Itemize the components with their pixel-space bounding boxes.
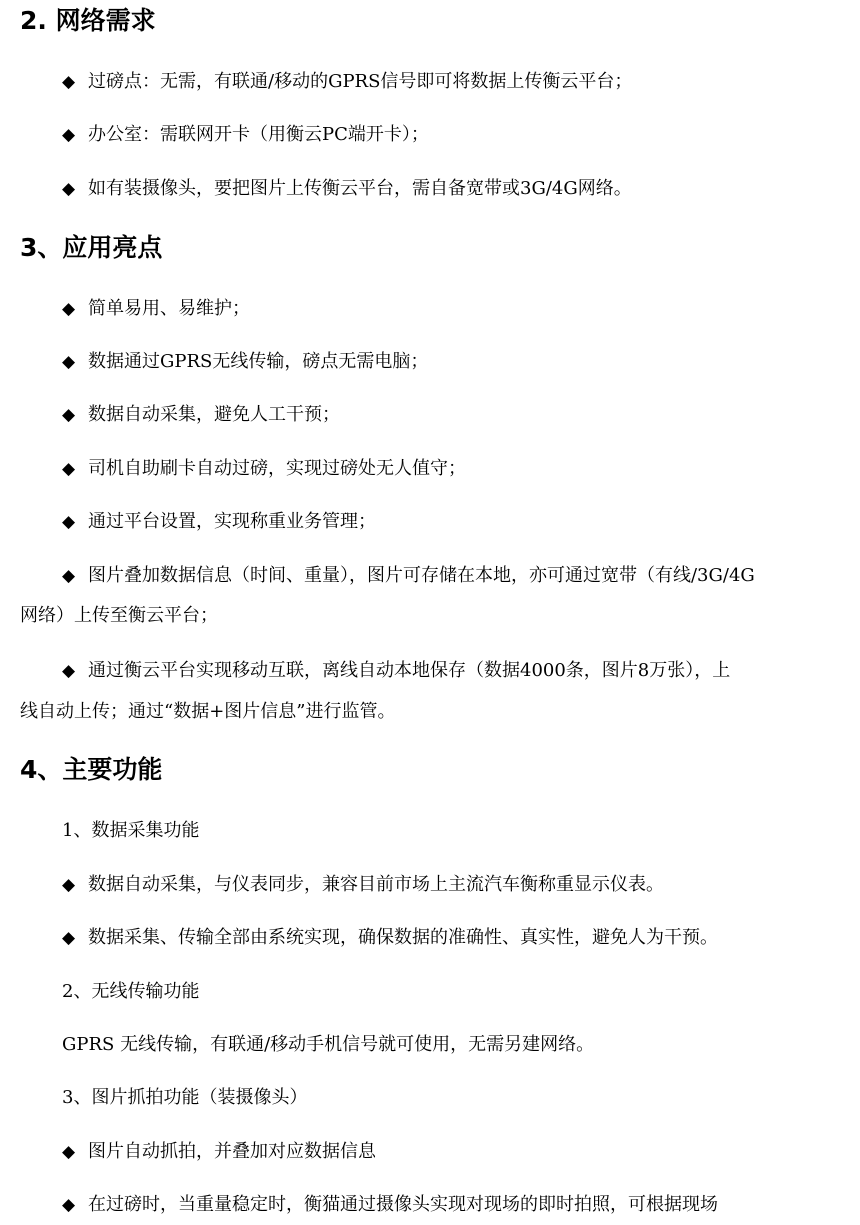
section-highlights-title: 3、应用亮点 bbox=[20, 233, 163, 262]
list-item: ◆ 简单易用、易维护； bbox=[62, 297, 250, 321]
list-item: ◆ 如有装摄像头，要把图片上传衡云平台，需自备宽带或3G/4G网络。 bbox=[62, 177, 632, 201]
paragraph-line: 网络）上传至衡云平台； bbox=[20, 605, 218, 626]
list-item: ◆ 在过磅时，当重量稳定时，衡猫通过摄像头实现对现场的即时拍照，可根据现场 bbox=[62, 1193, 718, 1217]
list-item: ◆ 数据通过GPRS无线传输，磅点无需电脑； bbox=[62, 350, 428, 374]
section-network-title: 2. 网络需求 bbox=[20, 6, 156, 35]
subheading: 1、数据采集功能 bbox=[62, 820, 200, 841]
list-item: ◆ 图片自动抓拍，并叠加对应数据信息 bbox=[62, 1140, 376, 1164]
list-item: ◆ 数据自动采集，避免人工干预； bbox=[62, 403, 340, 427]
list-item: ◆ 办公室：需联网开卡（用衡云PC端开卡）； bbox=[62, 123, 429, 147]
paragraph-line: ◆ 图片叠加数据信息（时间、重量），图片可存储在本地，亦可通过宽带（有线/3G/4G bbox=[62, 564, 755, 588]
list-item: ◆ 通过平台设置，实现称重业务管理； bbox=[62, 510, 376, 534]
list-item: ◆ 过磅点：无需，有联通/移动的GPRS信号即可将数据上传衡云平台； bbox=[62, 70, 632, 94]
list-item: ◆ 司机自助刷卡自动过磅，实现过磅处无人值守； bbox=[62, 457, 466, 481]
paragraph-line: 线自动上传；通过“数据+图片信息”进行监管。 bbox=[20, 701, 396, 722]
list-item: ◆ 数据采集、传输全部由系统实现，确保数据的准确性、真实性，避免人为干预。 bbox=[62, 926, 718, 950]
section-functions-title: 4、主要功能 bbox=[20, 755, 163, 784]
paragraph-line: GPRS 无线传输，有联通/移动手机信号就可使用，无需另建网络。 bbox=[62, 1034, 595, 1055]
list-item: ◆ 数据自动采集，与仪表同步，兼容目前市场上主流汽车衡称重显示仪表。 bbox=[62, 873, 664, 897]
subheading: 3、图片抓拍功能（装摄像头） bbox=[62, 1087, 308, 1108]
paragraph-line: ◆ 通过衡云平台实现移动互联，离线自动本地保存（数据4000条，图片8万张），上 bbox=[62, 659, 730, 683]
subheading: 2、无线传输功能 bbox=[62, 981, 200, 1002]
